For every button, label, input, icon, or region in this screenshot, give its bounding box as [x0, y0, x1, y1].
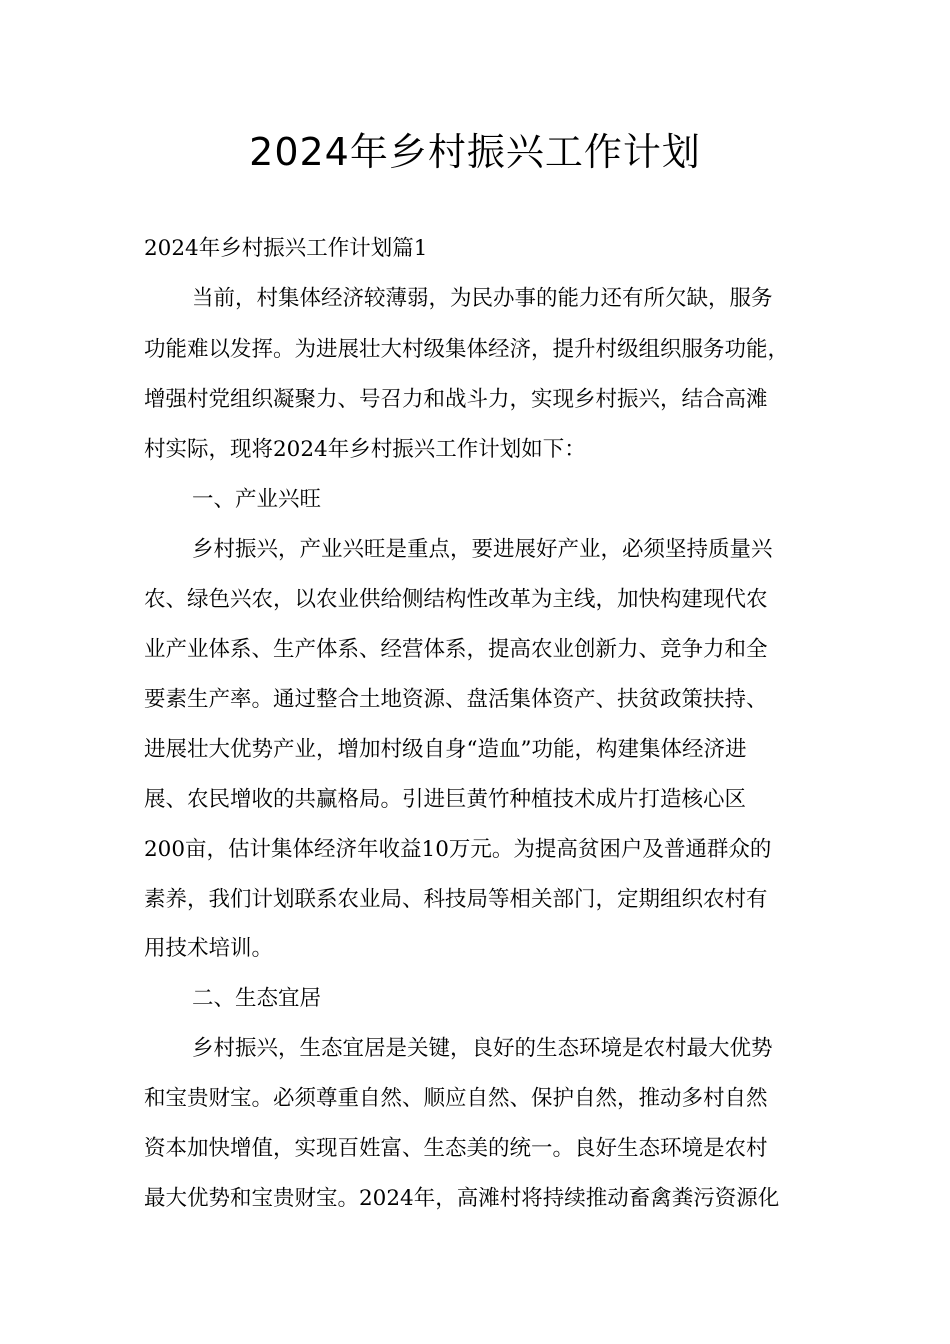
paragraph-line: 资本加快增值，实现百姓富、生态美的统一。良好生态环境是农村 [144, 1136, 768, 1161]
paragraph-line: 当前，村集体经济较薄弱，为民办事的能力还有所欠缺，服务 [192, 286, 773, 311]
document-title: 2024年乡村振兴工作计划 [249, 130, 701, 174]
paragraph-line: 业产业体系、生产体系、经营体系，提高农业创新力、竞争力和全 [144, 637, 768, 662]
paragraph-line: 200亩，估计集体经济年收益10万元。为提高贫困户及普通群众的 [144, 837, 772, 862]
paragraph-line: 要素生产率。通过整合土地资源、盘活集体资产、扶贫政策扶持、 [144, 687, 768, 712]
paragraph-line: 素养，我们计划联系农业局、科技局等相关部门，定期组织农村有 [144, 887, 768, 912]
paragraph-line: 展、农民增收的共赢格局。引进巨黄竹种植技术成片打造核心区 [144, 787, 747, 812]
paragraph-line: 最大优势和宝贵财宝。2024年，高滩村将持续推动畜禽粪污资源化 [144, 1186, 780, 1211]
paragraph-line: 村实际，现将2024年乡村振兴工作计划如下： [144, 437, 586, 462]
paragraph-line: 功能难以发挥。为进展壮大村级集体经济，提升村级组织服务功能， [144, 337, 790, 362]
section-heading: 一、产业兴旺 [192, 487, 322, 512]
paragraph-line: 农、绿色兴农，以农业供给侧结构性改革为主线，加快构建现代农 [144, 587, 768, 612]
paragraph-line: 乡村振兴，生态宜居是关键，良好的生态环境是农村最大优势 [192, 1036, 773, 1061]
paragraph-line: 和宝贵财宝。必须尊重自然、顺应自然、保护自然，推动多村自然 [144, 1086, 768, 1111]
section-subtitle: 2024年乡村振兴工作计划篇1 [144, 236, 428, 261]
paragraph-line: 用技术培训。 [144, 936, 274, 961]
section-heading: 二、生态宜居 [192, 986, 322, 1011]
paragraph-line: 增强村党组织凝聚力、号召力和战斗力，实现乡村振兴，结合高滩 [144, 387, 768, 412]
paragraph-line: 乡村振兴，产业兴旺是重点，要进展好产业，必须坚持质量兴 [192, 537, 773, 562]
paragraph-line: 进展壮大优势产业，增加村级自身“造血”功能，构建集体经济进 [144, 737, 747, 762]
